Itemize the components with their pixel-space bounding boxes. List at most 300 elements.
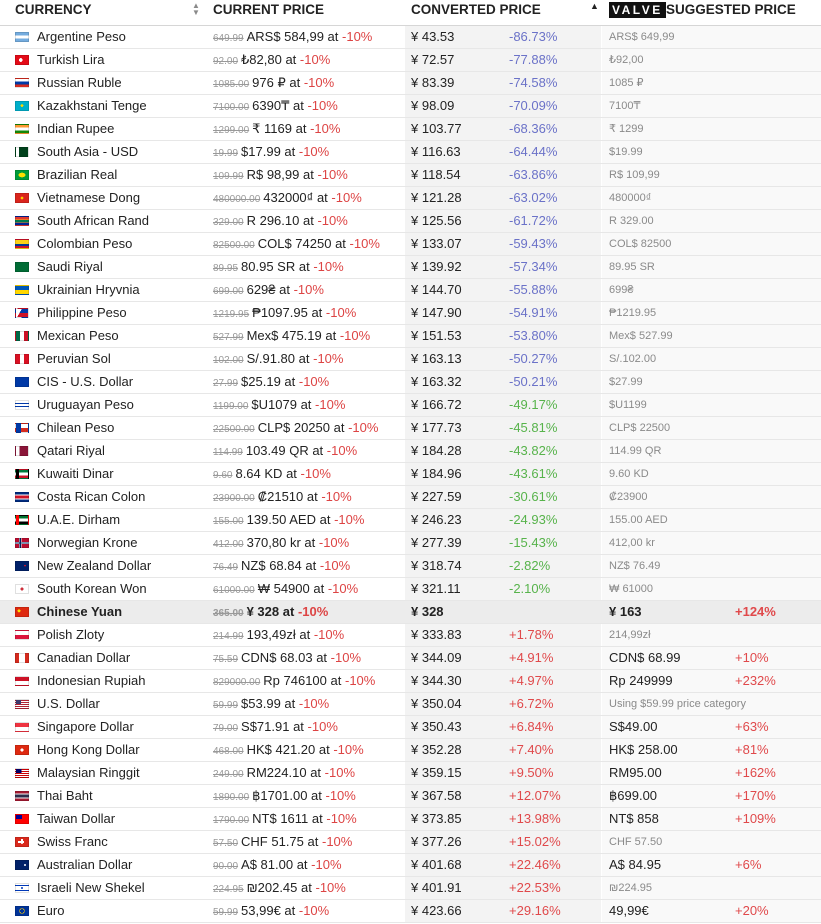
discounted-price: $53.99 — [241, 696, 281, 711]
at-label: at — [308, 443, 327, 458]
suggested-price: S$49.00 — [609, 719, 658, 734]
original-price: 1219.95 — [213, 309, 250, 320]
converted-price: ¥ 163.32 — [411, 374, 462, 389]
table-row — [0, 555, 821, 578]
discounted-price: CDN$ 68.03 — [241, 650, 313, 665]
suggested-price: Rp 249999 — [609, 673, 673, 688]
price-difference-percent: +12.07% — [509, 788, 561, 803]
price-difference-percent: -15.43% — [509, 535, 558, 550]
currency-name: Peruvian Sol — [37, 351, 111, 366]
table-row — [0, 624, 821, 647]
current-price — [213, 440, 357, 464]
original-price: 214.99 — [213, 631, 244, 642]
current-price — [213, 486, 352, 510]
converted-price: ¥ 401.91 — [411, 880, 462, 895]
currency-name: Chinese Yuan — [37, 604, 123, 619]
price-difference-percent: +6.84% — [509, 719, 554, 734]
currency-name: Costa Rican Colon — [37, 489, 146, 504]
currency-name: Canadian Dollar — [37, 650, 131, 665]
chile-flag-icon — [15, 423, 29, 433]
current-price — [213, 601, 328, 625]
south-korea-flag-icon — [15, 584, 29, 594]
original-price: 109.99 — [213, 171, 244, 182]
original-price: 224.95 — [213, 884, 244, 895]
original-price: 19.99 — [213, 148, 239, 159]
original-price: 699.00 — [213, 286, 244, 297]
currency-name: Euro — [37, 903, 65, 918]
table-row — [0, 762, 821, 785]
at-label: at — [280, 903, 299, 918]
suggested-price-column-header[interactable]: SUGGESTED PRICE — [666, 2, 796, 17]
at-label: at — [315, 512, 335, 527]
discounted-price: ₡21510 — [257, 489, 304, 504]
switzerland-flag-icon — [15, 837, 29, 847]
converted-price: ¥ 43.53 — [411, 29, 455, 44]
kuwait-flag-icon — [15, 469, 29, 479]
price-difference-percent: -54.91% — [509, 305, 558, 320]
discount-percent: -10% — [313, 259, 344, 274]
current-price — [213, 900, 329, 924]
at-label: at — [307, 788, 326, 803]
discounted-price: HK$ 421.20 — [246, 742, 316, 757]
table-row — [0, 233, 821, 256]
table-header — [0, 0, 821, 26]
discount-percent: -10% — [331, 190, 362, 205]
suggested-price-difference: +81% — [735, 742, 769, 757]
price-difference-percent: -59.43% — [509, 236, 558, 251]
suggested-price-difference: +6% — [735, 857, 762, 872]
discount-percent: -10% — [334, 512, 365, 527]
at-label: at — [301, 558, 320, 573]
at-label: at — [279, 604, 298, 619]
suggested-price: 155.00 AED — [609, 514, 668, 526]
price-difference-percent: -43.61% — [509, 466, 558, 481]
currency-name: New Zealand Dollar — [37, 558, 152, 573]
converted-price: ¥ 367.58 — [411, 788, 462, 803]
currency-name: Norwegian Krone — [37, 535, 138, 550]
indonesia-flag-icon — [15, 676, 29, 686]
colombia-flag-icon — [15, 239, 29, 249]
suggested-price: ₪224.95 — [609, 882, 652, 894]
at-label: at — [285, 75, 304, 90]
table-row — [0, 463, 821, 486]
discount-percent: -10% — [315, 397, 346, 412]
singapore-flag-icon — [15, 722, 29, 732]
at-label: at — [281, 52, 300, 67]
at-label: at — [331, 236, 350, 251]
table-row — [0, 187, 821, 210]
price-difference-percent: -55.88% — [509, 282, 558, 297]
suggested-price: ARS$ 649,99 — [609, 31, 675, 43]
suggested-price: HK$ 258.00 — [609, 742, 678, 757]
discounted-price: 8.64 KD — [235, 466, 283, 481]
sort-both-icon[interactable]: ▲ ▼ — [192, 1, 200, 17]
price-difference-percent: +1.78% — [509, 627, 554, 642]
current-price — [213, 394, 345, 418]
current-price — [213, 95, 338, 119]
suggested-price: 1085 ₽ — [609, 77, 644, 89]
currency-name: Mexican Peso — [37, 328, 119, 343]
at-label: at — [289, 98, 308, 113]
discounted-price: $25.19 — [241, 374, 281, 389]
currency-name: Saudi Riyal — [37, 259, 103, 274]
currency-name: Vietnamese Dong — [37, 190, 141, 205]
converted-price: ¥ 184.96 — [411, 466, 462, 481]
at-label: at — [309, 581, 328, 596]
current-price — [213, 26, 372, 50]
suggested-price: ₱1219.95 — [609, 307, 657, 319]
converted-price: ¥ 116.63 — [411, 144, 461, 159]
hong-kong-flag-icon — [15, 745, 29, 755]
suggested-price: RM95.00 — [609, 765, 662, 780]
discount-percent: -10% — [325, 305, 357, 320]
current-price — [213, 210, 348, 234]
discount-percent: -10% — [321, 834, 353, 849]
at-label: at — [295, 627, 314, 642]
discounted-price: CLP$ 20250 — [257, 420, 330, 435]
suggested-price: 480000₫ — [609, 192, 652, 204]
original-price: 829000.00 — [213, 677, 261, 688]
converted-price: ¥ 318.74 — [411, 558, 462, 573]
price-difference-percent: -50.27% — [509, 351, 558, 366]
discount-percent: -10% — [344, 673, 376, 688]
suggested-price: Mex$ 527.99 — [609, 330, 673, 342]
table-row — [0, 532, 821, 555]
price-difference-percent: +15.02% — [509, 834, 561, 849]
price-difference-percent: -50.21% — [509, 374, 558, 389]
vietnam-flag-icon — [15, 193, 29, 203]
original-price: 480000.00 — [213, 194, 261, 205]
suggested-price: Using $59.99 price category — [609, 698, 746, 710]
price-difference-percent: +7.40% — [509, 742, 554, 757]
discounted-price: ARS$ 584,99 — [246, 29, 324, 44]
current-price — [213, 670, 375, 694]
price-difference-percent: +13.98% — [509, 811, 561, 826]
ukraine-flag-icon — [15, 285, 29, 295]
suggested-price-difference: +124% — [735, 604, 776, 619]
table-row — [0, 854, 821, 877]
pakistan-flag-icon — [15, 147, 29, 157]
suggested-price: $27.99 — [609, 376, 643, 388]
at-label: at — [293, 857, 312, 872]
original-price: 57.50 — [213, 838, 239, 849]
currency-name: Malaysian Ringgit — [37, 765, 140, 780]
table-row — [0, 279, 821, 302]
original-price: 468.00 — [213, 746, 244, 757]
original-price: 89.95 — [213, 263, 239, 274]
table-row — [0, 348, 821, 371]
current-price — [213, 302, 356, 326]
sort-ascending-icon[interactable]: ▲ — [590, 1, 599, 11]
table-row — [0, 95, 821, 118]
usa-flag-icon — [15, 699, 29, 709]
converted-price: ¥ 352.28 — [411, 742, 462, 757]
discounted-price: ¥ 328 — [246, 604, 280, 619]
converted-price: ¥ 227.59 — [411, 489, 462, 504]
current-price — [213, 716, 338, 740]
discount-percent: -10% — [342, 29, 373, 44]
original-price: 102.00 — [213, 355, 244, 366]
israel-flag-icon — [15, 883, 29, 893]
at-label: at — [306, 765, 325, 780]
discounted-price: S$71.91 — [241, 719, 290, 734]
original-price: 329.00 — [213, 217, 244, 228]
current-price — [213, 739, 364, 763]
converted-price: ¥ 72.57 — [411, 52, 455, 67]
currency-name: South Asia - USD — [37, 144, 139, 159]
currency-name: Colombian Peso — [37, 236, 133, 251]
price-difference-percent: +29.16% — [509, 903, 561, 918]
discounted-price: R 296.10 — [246, 213, 300, 228]
converted-price: ¥ 118.54 — [411, 167, 461, 182]
discounted-price: 976 ₽ — [252, 75, 286, 90]
turkey-flag-icon — [15, 55, 29, 65]
currency-name: Kuwaiti Dinar — [37, 466, 114, 481]
suggested-price: CDN$ 68.99 — [609, 650, 681, 665]
at-label: at — [321, 328, 340, 343]
converted-price: ¥ 139.92 — [411, 259, 462, 274]
currency-name: Polish Zloty — [37, 627, 105, 642]
discount-percent: -10% — [327, 581, 359, 596]
suggested-price: S/.102.00 — [609, 353, 657, 365]
converted-price: ¥ 328 — [411, 604, 444, 619]
currency-name: CIS - U.S. Dollar — [37, 374, 134, 389]
current-price — [213, 256, 344, 280]
australia-flag-icon — [15, 860, 29, 870]
table-row — [0, 739, 821, 762]
suggested-price-difference: +170% — [735, 788, 776, 803]
original-price: 412.00 — [213, 539, 244, 550]
table-row — [0, 785, 821, 808]
suggested-price-difference: +162% — [735, 765, 776, 780]
table-row — [0, 256, 821, 279]
converted-price-column-header[interactable]: CONVERTED PRICE — [411, 2, 541, 17]
current-price — [213, 463, 331, 487]
discounted-price: ₩ 54900 — [257, 581, 310, 596]
suggested-price: R$ 109,99 — [609, 169, 660, 181]
table-row — [0, 26, 821, 49]
currency-name: Kazakhstani Tenge — [37, 98, 147, 113]
currency-name: Qatari Riyal — [37, 443, 105, 458]
discounted-price: Mex$ 475.19 — [246, 328, 322, 343]
suggested-price: ฿699.00 — [609, 788, 658, 803]
at-label: at — [297, 880, 316, 895]
table-body — [0, 26, 821, 923]
table-row — [0, 141, 821, 164]
converted-price: ¥ 177.73 — [411, 420, 462, 435]
original-price: 1299.00 — [213, 125, 250, 136]
at-label: at — [315, 742, 334, 757]
original-price: 365.00 — [213, 608, 244, 619]
original-price: 7100.00 — [213, 102, 250, 113]
table-row — [0, 417, 821, 440]
price-difference-percent: -45.81% — [509, 420, 558, 435]
price-difference-percent: -77.88% — [509, 52, 558, 67]
at-label: at — [312, 650, 331, 665]
currency-column-header[interactable]: CURRENCY — [15, 2, 92, 17]
current-price — [213, 578, 358, 602]
discount-percent: -10% — [307, 719, 338, 734]
current-price — [213, 72, 334, 96]
discount-percent: -10% — [333, 742, 364, 757]
price-difference-percent: -63.02% — [509, 190, 558, 205]
current-price — [213, 693, 329, 717]
original-price: 75.59 — [213, 654, 239, 665]
suggested-price: ₹ 1299 — [609, 123, 644, 135]
original-price: 649.99 — [213, 33, 244, 44]
original-price: 23900.00 — [213, 493, 255, 504]
at-label: at — [330, 420, 349, 435]
discount-percent: -10% — [325, 788, 356, 803]
converted-price: ¥ 151.53 — [411, 328, 462, 343]
converted-price: ¥ 144.70 — [411, 282, 462, 297]
discount-percent: -10% — [317, 167, 348, 182]
current-price — [213, 785, 356, 809]
converted-price: ¥ 133.07 — [411, 236, 462, 251]
table-row — [0, 509, 821, 532]
price-difference-percent: -57.34% — [509, 259, 558, 274]
converted-price: ¥ 333.83 — [411, 627, 462, 642]
suggested-price: 214,99zł — [609, 629, 651, 641]
at-label: at — [323, 29, 343, 44]
table-row — [0, 72, 821, 95]
discounted-price: 139.50 AED — [246, 512, 316, 527]
currency-name: Uruguayan Peso — [37, 397, 134, 412]
discount-percent: -10% — [298, 374, 330, 389]
original-price: 114.99 — [213, 447, 243, 458]
table-row — [0, 118, 821, 141]
suggested-price: 412,00 kr — [609, 537, 655, 549]
converted-price: ¥ 401.68 — [411, 857, 462, 872]
currency-name: U.S. Dollar — [37, 696, 100, 711]
original-price: 27.99 — [213, 378, 239, 389]
current-price — [213, 325, 370, 349]
converted-price: ¥ 377.26 — [411, 834, 462, 849]
india-flag-icon — [15, 124, 29, 134]
current-price — [213, 647, 361, 671]
discounted-price: 370,80 kr — [246, 535, 301, 550]
valve-logo: VALVE — [609, 2, 666, 18]
table-row — [0, 486, 821, 509]
table-row — [0, 693, 821, 716]
table-row — [0, 601, 821, 624]
price-difference-percent: -86.73% — [509, 29, 558, 44]
suggested-price: 49,99€ — [609, 903, 649, 918]
converted-price: ¥ 373.85 — [411, 811, 462, 826]
original-price: 1199.00 — [213, 401, 249, 412]
suggested-price: ¥ 163 — [609, 604, 642, 619]
at-label: at — [296, 397, 316, 412]
original-price: 82500.00 — [213, 240, 255, 251]
discounted-price: A$ 81.00 — [241, 857, 294, 872]
mexico-flag-icon — [15, 331, 29, 341]
converted-price: ¥ 163.13 — [411, 351, 462, 366]
original-price: 155.00 — [213, 516, 244, 527]
currency-name: Turkish Lira — [37, 52, 105, 67]
currency-name: Swiss Franc — [37, 834, 108, 849]
discounted-price: 432000₫ — [263, 190, 314, 205]
converted-price: ¥ 423.66 — [411, 903, 462, 918]
original-price: 79.00 — [213, 723, 239, 734]
discount-percent: -10% — [330, 650, 362, 665]
table-row — [0, 164, 821, 187]
original-price: 90.00 — [213, 861, 239, 872]
discount-percent: -10% — [293, 282, 324, 297]
discount-percent: -10% — [313, 351, 344, 366]
discounted-price: RM224.10 — [246, 765, 307, 780]
argentina-flag-icon — [15, 32, 29, 42]
price-difference-percent: -43.82% — [509, 443, 558, 458]
discount-percent: -10% — [298, 696, 330, 711]
at-label: at — [280, 696, 299, 711]
original-price: 61000.00 — [213, 585, 255, 596]
suggested-price-difference: +20% — [735, 903, 769, 918]
suggested-price: $U1199 — [609, 399, 647, 411]
discounted-price: COL$ 74250 — [257, 236, 332, 251]
discount-percent: -10% — [310, 121, 341, 136]
converted-price: ¥ 121.28 — [411, 190, 462, 205]
converted-price: ¥ 147.90 — [411, 305, 462, 320]
table-row — [0, 831, 821, 854]
discounted-price: 6390₸ — [252, 98, 290, 113]
current-price — [213, 831, 352, 855]
discount-percent: -10% — [319, 558, 351, 573]
price-difference-percent: -74.58% — [509, 75, 558, 90]
price-difference-percent: -70.09% — [509, 98, 558, 113]
current-price — [213, 141, 329, 165]
discounted-price: ₹ 1169 — [252, 121, 292, 136]
current-price — [213, 417, 378, 441]
current-price — [213, 808, 357, 832]
suggested-price-difference: +10% — [735, 650, 769, 665]
current-price-column-header[interactable]: CURRENT PRICE — [213, 2, 325, 17]
thailand-flag-icon — [15, 791, 29, 801]
current-price — [213, 555, 350, 579]
discount-percent: -10% — [349, 236, 380, 251]
discount-percent: -10% — [348, 420, 379, 435]
discount-percent: -10% — [326, 443, 358, 458]
current-price — [213, 371, 329, 395]
discounted-price: R$ 98,99 — [246, 167, 300, 182]
discounted-price: NZ$ 68.84 — [241, 558, 302, 573]
qatar-flag-icon — [15, 446, 29, 456]
converted-price: ¥ 321.11 — [411, 581, 461, 596]
canada-flag-icon — [15, 653, 29, 663]
currency-name: Australian Dollar — [37, 857, 133, 872]
at-label: at — [289, 719, 308, 734]
suggested-column-bg — [602, 279, 821, 301]
norway-flag-icon — [15, 538, 29, 548]
at-label: at — [299, 167, 318, 182]
discounted-price: $U1079 — [251, 397, 297, 412]
uae-flag-icon — [15, 515, 29, 525]
discounted-price: 80.95 SR — [241, 259, 296, 274]
suggested-price: 699₴ — [609, 284, 634, 296]
russia-flag-icon — [15, 78, 29, 88]
at-label: at — [307, 305, 326, 320]
table-row — [0, 647, 821, 670]
currency-name: Philippine Peso — [37, 305, 127, 320]
at-label: at — [303, 834, 322, 849]
current-price — [213, 49, 330, 73]
table-row — [0, 900, 821, 923]
currency-name: South African Rand — [37, 213, 150, 228]
at-label: at — [280, 144, 299, 159]
china-flag-icon — [15, 607, 29, 617]
converted-price: ¥ 350.43 — [411, 719, 462, 734]
current-price — [213, 762, 355, 786]
converted-price: ¥ 344.09 — [411, 650, 462, 665]
